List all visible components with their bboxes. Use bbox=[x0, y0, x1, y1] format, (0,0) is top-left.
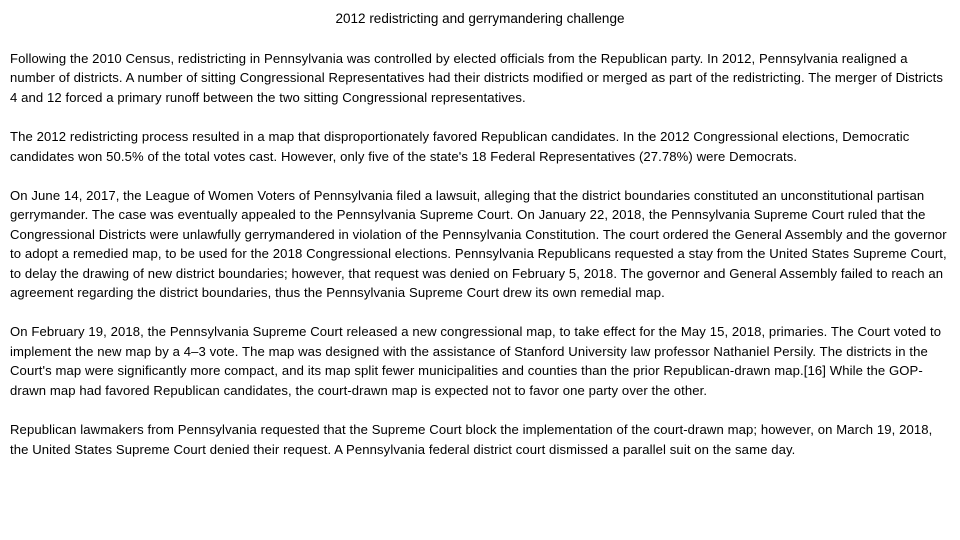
paragraph-census-redistricting: Following the 2010 Census, redistricting in Pennsylvania was controlled by elected officials from the Republican party. In 2012, Pennsylvania realigned a number of districts. A number of sitting Congressional Representatives had their districts modified or merged as part of the redistricting. The merger of Districts 4 and 12 forced a primary runoff between the two sitting Congressional representatives. bbox=[10, 51, 944, 105]
page-title: 2012 redistricting and gerrymandering challenge bbox=[335, 11, 625, 26]
slide-body bbox=[10, 49, 952, 459]
paragraph-lawsuit: On June 14, 2017, the League of Women Voters of Pennsylvania filed a lawsuit, alleging that the district boundaries constituted an unconstitutional partisan gerrymander. The case was eventually appealed to the Pennsylvania Supreme Court. On January 22, 2018, the Pennsylvania Supreme Court ruled that the Congressional Districts were unlawfully gerrymandered in violation of the Pennsylvania Constitution. The court ordered the General Assembly and the governor to adopt a remedied map, to be used for the 2018 Congressional elections. Pennsylvania Republicans requested a stay from the United States Supreme Court, to delay the drawing of new district boundaries; however, that request was denied on February 5, 2018. The governor and General Assembly failed to reach an agreement regarding the district boundaries, thus the Pennsylvania Supreme Court drew its own remedial map. bbox=[10, 188, 947, 301]
paragraph-election-results: The 2012 redistricting process resulted in a map that disproportionately favored Republican candidates. In the 2012 Congressional elections, Democratic candidates won 50.5% of the total votes cast. However, only five of the state's 18 Federal Representatives (27.78%) were Democrats. bbox=[10, 129, 910, 164]
paragraph-new-map: On February 19, 2018, the Pennsylvania Supreme Court released a new congressional map, to take effect for the May 15, 2018, primaries. The Court voted to implement the new map by a 4–3 vote. The map was designed with the assistance of Stanford University law professor Nathaniel Persily. The districts in the Court's map were significantly more compact, and its map split fewer municipalities and counties than the prior Republican-drawn map.[16] While the GOP-drawn map had favored Republican candidates, the court-drawn map is expected not to favor one party over the other. bbox=[10, 324, 942, 398]
paragraph-supreme-court-denial: Republican lawmakers from Pennsylvania requested that the Supreme Court block the implementation of the court-drawn map; however, on March 19, 2018, the United States Supreme Court denied their request. A Pennsylvania federal district court dismissed a parallel suit on the same day. bbox=[10, 422, 933, 457]
